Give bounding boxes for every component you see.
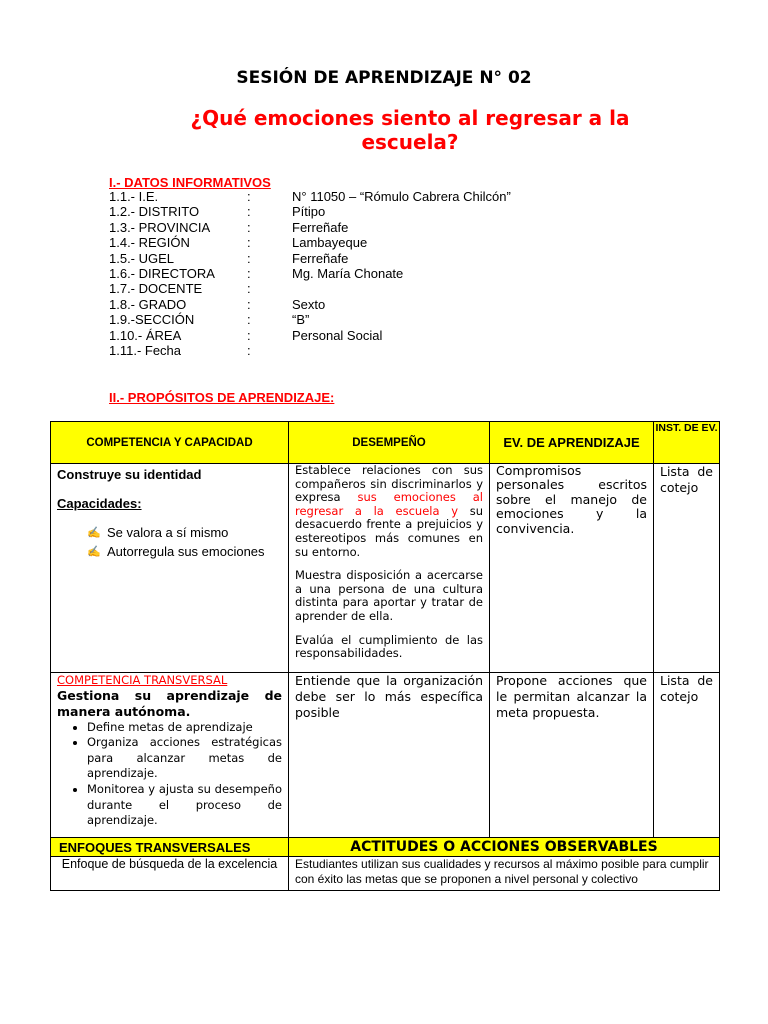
writing-hand-icon: ✍ xyxy=(87,527,101,539)
instrumento-text: Lista de cotejo xyxy=(660,464,713,495)
datos-informativos xyxy=(109,189,511,358)
enfoques-header: ENFOQUES TRANSVERSALES xyxy=(51,838,289,857)
evidencia-text: Compromisos personales escritos sobre el manejo de emociones y la convivencia. xyxy=(496,463,647,536)
actitud-cell: Estudiantes utilizan sus cualidades y recursos al máximo posible para cumplir con éxito las metas que se proponen a nivel personal y colectivo xyxy=(289,857,720,891)
section1-heading: I.- DATOS INFORMATIVOS xyxy=(109,175,271,190)
instrumento-cell xyxy=(654,673,720,838)
highlight-text: sus emociones al regresar a la escuela y xyxy=(295,490,483,518)
header-evidencia: EV. DE APRENDIZAJE xyxy=(490,422,654,464)
section2-heading: II.- PROPÓSITOS DE APRENDIZAJE: xyxy=(109,390,335,405)
competencia-transversal-label: COMPETENCIA TRANSVERSAL xyxy=(57,673,228,687)
desempeno-p3: Evalúa el cumplimiento de las responsabilidades. xyxy=(295,632,483,661)
datos-row: 1.2.- DISTRITO : Pítipo xyxy=(109,204,326,220)
header-competencia: COMPETENCIA Y CAPACIDAD xyxy=(51,422,289,464)
datos-row: 1.5.- UGEL : Ferreñafe xyxy=(109,250,349,266)
desempeno-text: Entiende que la organización debe ser lo más específica posible xyxy=(295,673,483,720)
list-item: • Monitorea y ajusta su desempeño durante el proceso de aprendizaje. xyxy=(87,782,282,829)
list-item: • Organiza acciones estratégicas para alcanzar metas de aprendizaje. xyxy=(87,735,282,782)
datos-row: 1.11.- Fecha : xyxy=(109,342,251,358)
datos-row: 1.6.- DIRECTORA : Mg. María Chonate xyxy=(109,265,404,281)
datos-row: 1.4.- REGIÓN : Lambayeque xyxy=(109,235,368,251)
datos-row: 1.7.- DOCENTE : xyxy=(109,281,251,297)
bullet-list xyxy=(57,720,282,829)
capacidad-item: ✍ Se valora a sí mismo xyxy=(87,525,229,540)
desempeno-cell xyxy=(289,464,490,673)
datos-row: 1.10.- ÁREA : Personal Social xyxy=(109,327,383,343)
evidencia-cell xyxy=(490,464,654,673)
datos-row: 1.9.-SECCIÓN : “B” xyxy=(109,312,310,328)
desempeno-p2: Muestra disposición a acercarse a una persona de una cultura distinta para aportar y tratar de aprender de ella. xyxy=(295,568,483,623)
datos-row: 1.3.- PROVINCIA : Ferreñafe xyxy=(109,219,349,235)
competencia-transversal-name: Gestiona su aprendizaje de manera autónoma. xyxy=(57,687,282,719)
header-instrumento: INST. DE EV. xyxy=(654,422,720,464)
datos-row: 1.1.- I.E. : N° 11050 – “Rómulo Cabrera Chilcón” xyxy=(109,189,511,204)
competencia-cell xyxy=(51,464,289,673)
evidencia-cell xyxy=(490,673,654,838)
header-desempeno: DESEMPEÑO xyxy=(289,422,490,464)
purposes-table xyxy=(50,421,720,891)
actitudes-header: ACTITUDES O ACCIONES OBSERVABLES xyxy=(289,838,720,857)
enfoque-cell: Enfoque de búsqueda de la excelencia xyxy=(51,857,289,891)
competencia-name: Construye su identidad xyxy=(57,467,202,482)
list-item: • Define metas de aprendizaje xyxy=(87,720,282,736)
capacidades-label: Capacidades: xyxy=(57,496,142,511)
instrumento-cell xyxy=(654,464,720,673)
instrumento-text: Lista de cotejo xyxy=(660,673,713,704)
topic-title: ¿Qué emociones siento al regresar a la escuela? xyxy=(190,106,630,154)
datos-row: 1.8.- GRADO : Sexto xyxy=(109,296,326,312)
desempeno-p1: Establece relaciones con sus compañeros sin discriminarlos y expresa sus emociones al regresar a la escuela y su desacuerdo frente a prejuicios y estereotipos más comunes en su entorno. xyxy=(295,463,484,559)
table-header-row xyxy=(51,422,720,464)
table-row xyxy=(51,464,720,673)
capacidad-item: ✍ Autorregula sus emociones xyxy=(87,544,265,559)
session-title: SESIÓN DE APRENDIZAJE N° 02 xyxy=(236,68,532,88)
competencia-transversal-cell xyxy=(51,673,289,838)
table-header-row xyxy=(51,838,720,857)
writing-hand-icon: ✍ xyxy=(87,546,101,558)
table-row xyxy=(51,673,720,838)
table-row xyxy=(51,857,720,891)
evidencia-text: Propone acciones que le permitan alcanzar la meta propuesta. xyxy=(496,673,647,720)
desempeno-cell xyxy=(289,673,490,838)
